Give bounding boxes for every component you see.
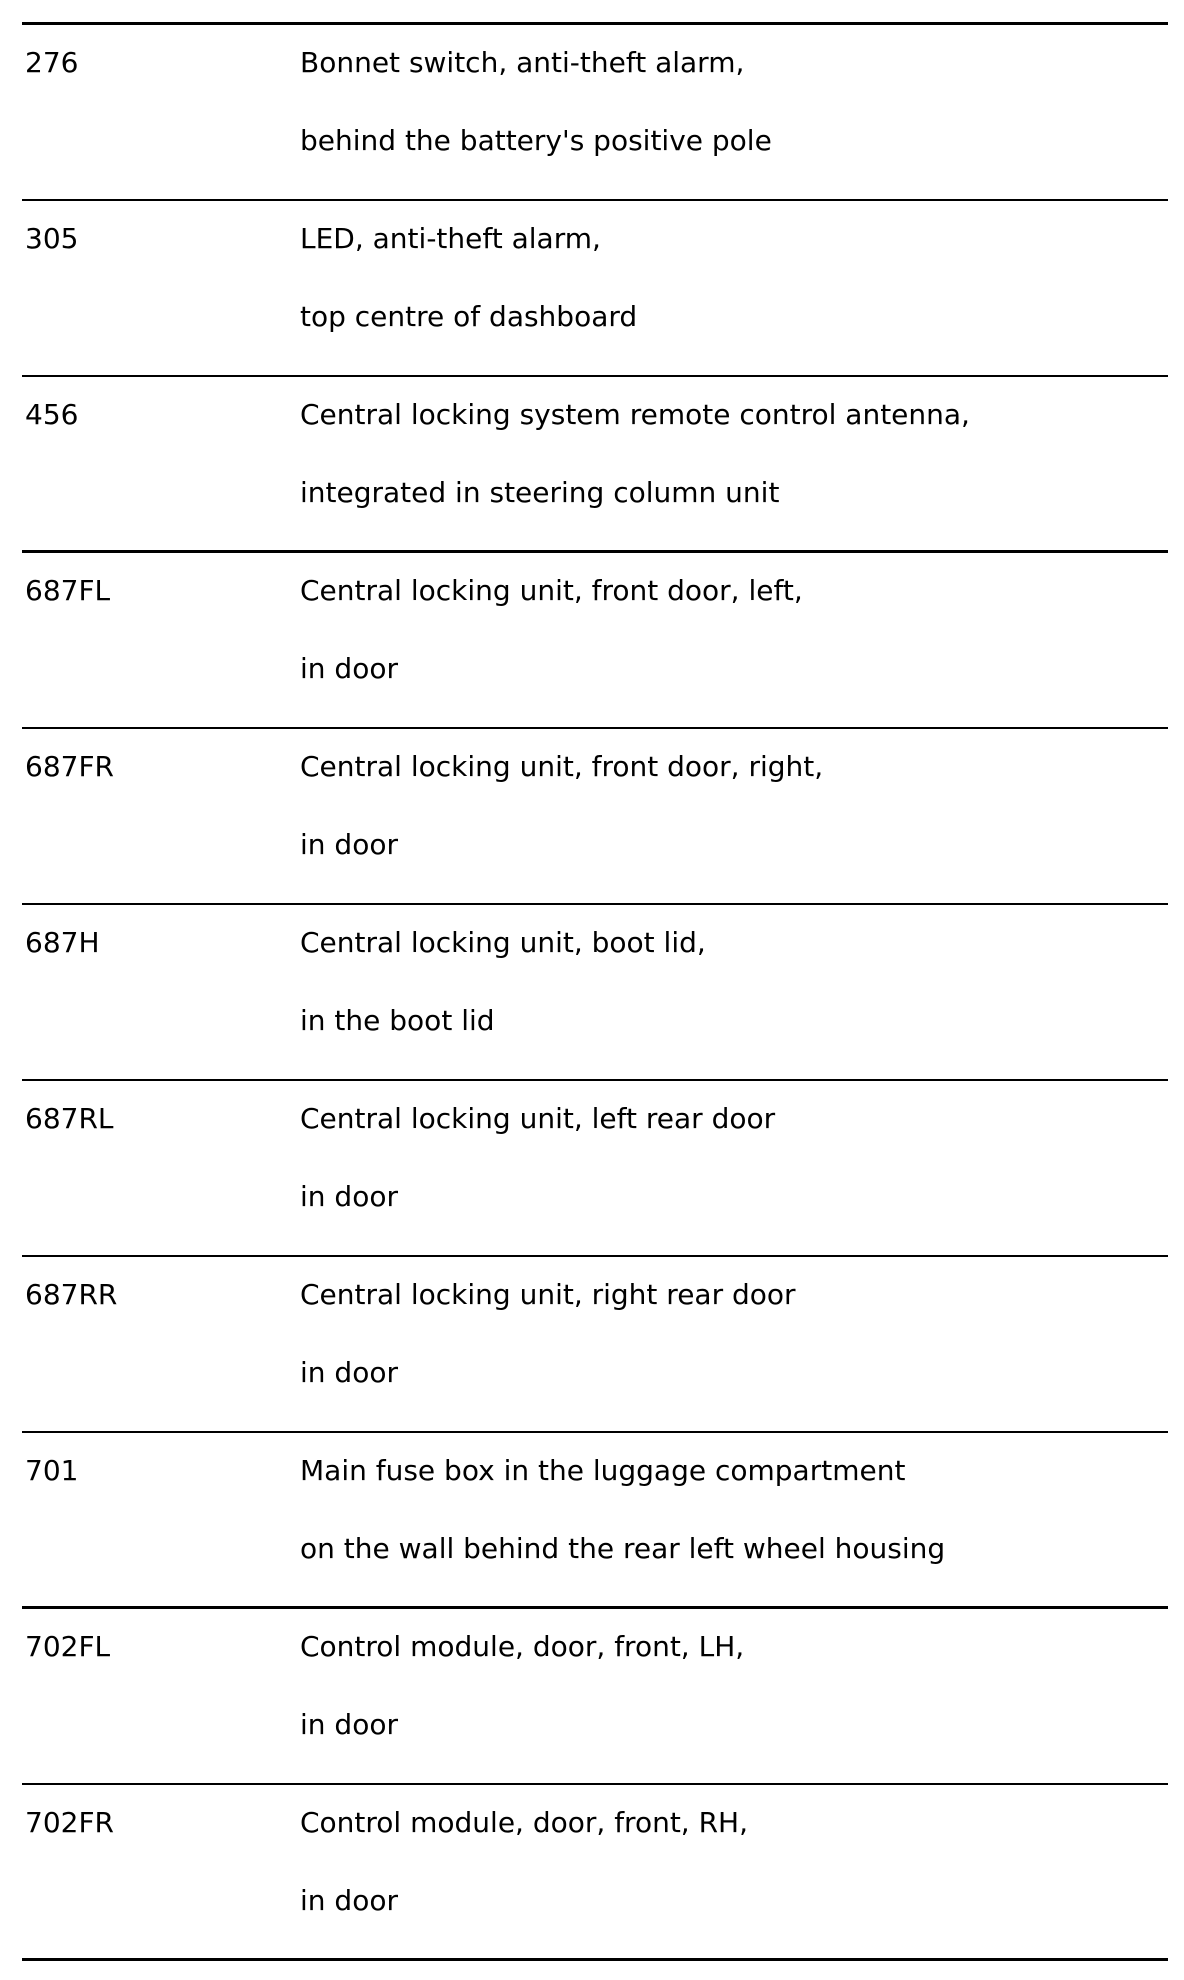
component-code: 687FL	[25, 574, 111, 607]
component-description: Central locking unit, right rear door	[300, 1278, 796, 1311]
component-location: in door	[300, 652, 398, 685]
component-location: on the wall behind the rear left wheel housing	[300, 1532, 946, 1565]
table-row	[22, 201, 1168, 377]
component-code: 702FL	[25, 1630, 111, 1663]
table-row	[22, 729, 1168, 905]
component-location: behind the battery's positive pole	[300, 124, 772, 157]
component-description: LED, anti-theft alarm,	[300, 222, 601, 255]
component-description: Control module, door, front, LH,	[300, 1630, 745, 1663]
component-code: 687FR	[25, 750, 115, 783]
component-location: in door	[300, 1180, 398, 1213]
component-location: in door	[300, 828, 398, 861]
component-location: in door	[300, 1708, 398, 1741]
table-row	[22, 1433, 1168, 1609]
table-row	[22, 1081, 1168, 1257]
table-row	[22, 553, 1168, 729]
component-code: 702FR	[25, 1806, 115, 1839]
component-code: 687RR	[25, 1278, 118, 1311]
component-location: in the boot lid	[300, 1004, 495, 1037]
table-row	[22, 905, 1168, 1081]
table-row	[22, 1785, 1168, 1961]
component-location: integrated in steering column unit	[300, 476, 780, 509]
table-row	[22, 377, 1168, 553]
table-row	[22, 1609, 1168, 1785]
component-description: Bonnet switch, anti-theft alarm,	[300, 46, 745, 79]
component-location: top centre of dashboard	[300, 300, 638, 333]
table-row	[22, 25, 1168, 201]
component-code: 305	[25, 222, 79, 255]
component-code: 276	[25, 46, 79, 79]
component-description: Central locking unit, left rear door	[300, 1102, 776, 1135]
component-description: Central locking unit, boot lid,	[300, 926, 706, 959]
component-location: in door	[300, 1356, 398, 1389]
component-code: 687H	[25, 926, 100, 959]
component-code: 701	[25, 1454, 79, 1487]
component-table	[22, 22, 1168, 1961]
component-description: Main fuse box in the luggage compartment	[300, 1454, 906, 1487]
component-description: Control module, door, front, RH,	[300, 1806, 749, 1839]
component-description: Central locking system remote control antenna,	[300, 398, 970, 431]
component-description: Central locking unit, front door, left,	[300, 574, 803, 607]
table-row	[22, 1257, 1168, 1433]
component-description: Central locking unit, front door, right,	[300, 750, 824, 783]
component-code: 456	[25, 398, 79, 431]
component-code: 687RL	[25, 1102, 114, 1135]
component-location: in door	[300, 1884, 398, 1917]
